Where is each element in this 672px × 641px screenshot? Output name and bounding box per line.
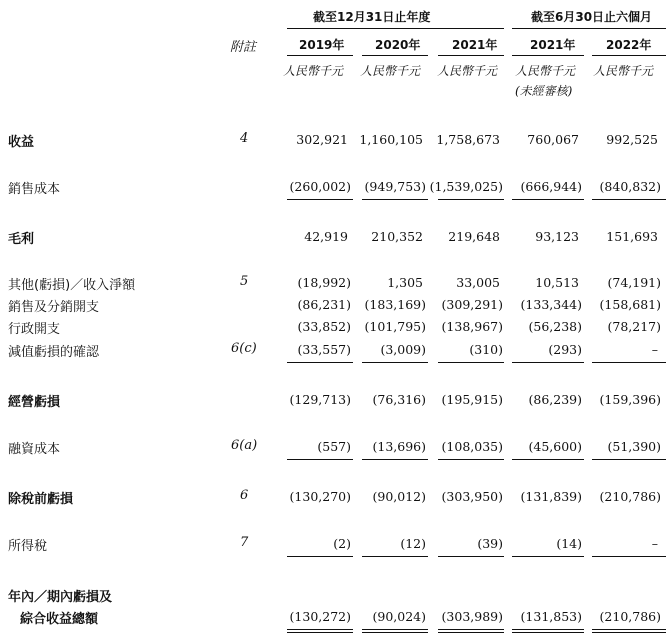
row-label-gross-profit: 毛利 <box>8 232 35 247</box>
rule-after-tax-2022-interim <box>592 556 666 557</box>
row-label-selling-expenses: 銷售及分銷開支 <box>8 300 100 315</box>
cell-gross-2022-interim: 151,693 <box>606 229 658 244</box>
note-revenue: 4 <box>240 131 249 146</box>
column-year-2022-interim: 2022年 <box>606 38 652 52</box>
cell-lbt-2019: (130,270) <box>289 489 351 504</box>
rule-after-cost-2021 <box>438 199 504 200</box>
column-year-2020: 2020年 <box>375 38 421 52</box>
rule-after-cost-2021-interim <box>512 199 584 200</box>
unit-2021-interim: 人民幣千元 <box>515 64 576 78</box>
column-rule-2020 <box>362 55 428 56</box>
rule-after-finance-2021-interim <box>512 459 584 460</box>
cell-revenue-2019: 302,921 <box>296 132 348 147</box>
cell-impair-2019: (33,557) <box>297 342 351 357</box>
cell-tax-2020: (12) <box>400 536 426 551</box>
rule-after-tax-2021 <box>438 556 504 557</box>
cell-cost-2022-interim: (840,832) <box>599 179 661 194</box>
double-rule-2022-interim-a <box>592 629 666 630</box>
cell-lbt-2022-interim: (210,786) <box>599 489 661 504</box>
cell-revenue-2021: 1,758,673 <box>436 132 500 147</box>
column-rule-2022-interim <box>592 55 666 56</box>
group-rule-year-ended <box>287 28 504 29</box>
group-rule-six-months <box>512 28 666 29</box>
cell-other-2019: (18,992) <box>297 275 351 290</box>
row-label-admin-expenses: 行政開支 <box>8 322 61 337</box>
cell-total-2022-interim: (210,786) <box>599 609 661 624</box>
row-label-impairment: 減值虧損的確認 <box>8 345 100 360</box>
cell-gross-2020: 210,352 <box>371 229 423 244</box>
cell-selling-2022-interim: (158,681) <box>599 297 661 312</box>
unit-2020: 人民幣千元 <box>360 64 421 78</box>
cell-admin-2020: (101,795) <box>364 319 426 334</box>
rule-after-finance-2022-interim <box>592 459 666 460</box>
cell-impair-2022-interim: – <box>651 342 658 357</box>
cell-oploss-2022-interim: (159,396) <box>599 392 661 407</box>
cell-other-2022-interim: (74,191) <box>607 275 661 290</box>
column-rule-2021-interim <box>512 55 584 56</box>
cell-admin-2019: (33,852) <box>297 319 351 334</box>
cell-admin-2022-interim: (78,217) <box>607 319 661 334</box>
cell-finance-2022-interim: (51,390) <box>607 439 661 454</box>
cell-oploss-2020: (76,316) <box>372 392 426 407</box>
cell-finance-2020: (13,696) <box>372 439 426 454</box>
cell-revenue-2022-interim: 992,525 <box>606 132 658 147</box>
row-label-other-net: 其他(虧損)／收入淨額 <box>8 278 136 293</box>
double-rule-2019-a <box>287 629 353 630</box>
row-label-income-tax: 所得稅 <box>8 539 48 554</box>
column-year-2021-interim: 2021年 <box>530 38 576 52</box>
cell-impair-2021: (310) <box>469 342 503 357</box>
cell-cost-2021: (1,539,025) <box>429 179 503 194</box>
cell-tax-2019: (2) <box>333 536 351 551</box>
unit-2022-interim: 人民幣千元 <box>593 64 654 78</box>
column-rule-2021 <box>438 55 504 56</box>
column-year-2019: 2019年 <box>299 38 345 52</box>
cell-total-2021-interim: (131,853) <box>520 609 582 624</box>
rule-after-finance-2019 <box>287 459 353 460</box>
column-rule-2019 <box>287 55 353 56</box>
cell-cost-2021-interim: (666,944) <box>520 179 582 194</box>
cell-cost-2019: (260,002) <box>289 179 351 194</box>
cell-other-2021-interim: 10,513 <box>535 275 579 290</box>
cell-selling-2021: (309,291) <box>441 297 503 312</box>
note-finance-costs: 6(a) <box>231 438 258 453</box>
note-impairment: 6(c) <box>231 341 257 356</box>
note-loss-before-tax: 6 <box>240 488 249 503</box>
unit-2021: 人民幣千元 <box>437 64 498 78</box>
rule-after-cost-2022-interim <box>592 199 666 200</box>
double-rule-2020-a <box>362 629 428 630</box>
row-label-cost-of-sales: 銷售成本 <box>8 182 61 197</box>
note-income-tax: 7 <box>240 535 249 550</box>
cell-oploss-2021-interim: (86,239) <box>528 392 582 407</box>
cell-gross-2021: 219,648 <box>448 229 500 244</box>
cell-tax-2022-interim: – <box>651 536 658 551</box>
unaudited-note: (未經審核) <box>515 84 573 98</box>
rule-after-impair-2020 <box>362 362 428 363</box>
cell-gross-2021-interim: 93,123 <box>535 229 579 244</box>
cell-admin-2021-interim: (56,238) <box>528 319 582 334</box>
double-rule-2021-interim-a <box>512 629 584 630</box>
cell-lbt-2020: (90,012) <box>372 489 426 504</box>
rule-after-tax-2020 <box>362 556 428 557</box>
cell-impair-2021-interim: (293) <box>548 342 582 357</box>
column-year-2021: 2021年 <box>452 38 498 52</box>
cell-lbt-2021-interim: (131,839) <box>520 489 582 504</box>
cell-oploss-2021: (195,915) <box>441 392 503 407</box>
group-header-year-ended: 截至12月31日止年度 <box>313 10 431 24</box>
cell-impair-2020: (3,009) <box>380 342 426 357</box>
rule-after-cost-2019 <box>287 199 353 200</box>
cell-cost-2020: (949,753) <box>364 179 426 194</box>
rule-after-tax-2021-interim <box>512 556 584 557</box>
cell-tax-2021-interim: (14) <box>556 536 582 551</box>
cell-revenue-2021-interim: 760,067 <box>527 132 579 147</box>
cell-finance-2021-interim: (45,600) <box>528 439 582 454</box>
cell-lbt-2021: (303,950) <box>441 489 503 504</box>
cell-revenue-2020: 1,160,105 <box>359 132 423 147</box>
rule-after-tax-2019 <box>287 556 353 557</box>
double-rule-2020-b <box>362 632 428 633</box>
row-label-finance-costs: 融資成本 <box>8 442 61 457</box>
cell-admin-2021: (138,967) <box>441 319 503 334</box>
unit-2019: 人民幣千元 <box>283 64 344 78</box>
note-column-header: 附註 <box>230 40 257 55</box>
group-header-six-months: 截至6月30日止六個月 <box>531 10 653 24</box>
double-rule-2021-a <box>438 629 504 630</box>
cell-total-2021: (303,989) <box>441 609 503 624</box>
cell-selling-2019: (86,231) <box>297 297 351 312</box>
row-label-total-loss: 年內／期內虧損及 <box>8 590 113 605</box>
row-label-operating-loss: 經營虧損 <box>8 395 61 410</box>
rule-after-impair-2021-interim <box>512 362 584 363</box>
note-other-net: 5 <box>240 274 249 289</box>
cell-gross-2019: 42,919 <box>304 229 348 244</box>
cell-other-2020: 1,305 <box>387 275 423 290</box>
cell-selling-2020: (183,169) <box>364 297 426 312</box>
rule-after-finance-2021 <box>438 459 504 460</box>
double-rule-2021-interim-b <box>512 632 584 633</box>
cell-total-2019: (130,272) <box>289 609 351 624</box>
row-label-total-loss-line2: 綜合收益總額 <box>20 612 99 627</box>
double-rule-2021-b <box>438 632 504 633</box>
rule-after-cost-2020 <box>362 199 428 200</box>
cell-finance-2021: (108,035) <box>441 439 503 454</box>
rule-after-impair-2019 <box>287 362 353 363</box>
row-label-revenue: 收益 <box>8 135 35 150</box>
cell-other-2021: 33,005 <box>456 275 500 290</box>
rule-after-finance-2020 <box>362 459 428 460</box>
cell-finance-2019: (557) <box>317 439 351 454</box>
rule-after-impair-2021 <box>438 362 504 363</box>
row-label-loss-before-tax: 除稅前虧損 <box>8 492 74 507</box>
double-rule-2019-b <box>287 632 353 633</box>
cell-selling-2021-interim: (133,344) <box>520 297 582 312</box>
cell-tax-2021: (39) <box>477 536 503 551</box>
double-rule-2022-interim-b <box>592 632 666 633</box>
cell-oploss-2019: (129,713) <box>289 392 351 407</box>
rule-after-impair-2022-interim <box>592 362 666 363</box>
cell-total-2020: (90,024) <box>372 609 426 624</box>
